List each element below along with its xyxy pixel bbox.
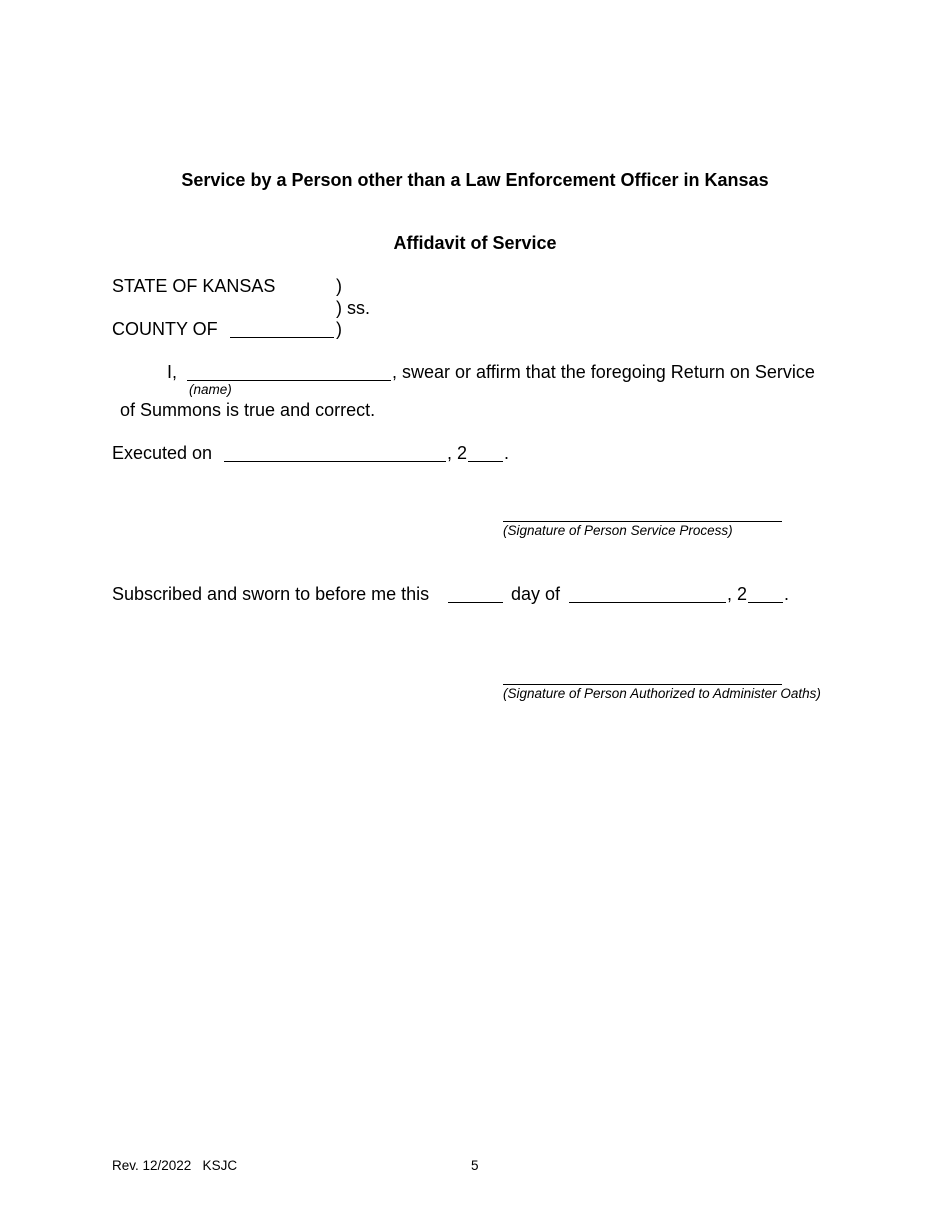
subscribed-year-blank[interactable]: [748, 602, 783, 603]
venue-paren: ): [336, 319, 342, 339]
page-subtitle: Affidavit of Service: [393, 233, 557, 253]
venue-ss-label: ) ss.: [336, 298, 370, 318]
day-blank[interactable]: [448, 602, 503, 603]
revision-note: Rev. 12/2022 KSJC: [112, 1158, 238, 1173]
executed-year-blank[interactable]: [468, 461, 503, 462]
executed-year-prefix: , 2: [447, 443, 468, 463]
county-label: COUNTY OF: [112, 319, 218, 339]
officer-signature-line[interactable]: [503, 684, 782, 685]
venue-paren: ): [336, 276, 342, 296]
oath-text: , swear or affirm that the foregoing Return on Service: [392, 362, 815, 382]
oath-prefix: I,: [167, 362, 178, 382]
county-blank[interactable]: [230, 337, 334, 338]
server-signature-caption: (Signature of Person Service Process): [503, 523, 733, 538]
page-number: 5: [471, 1158, 479, 1173]
day-of-label: day of: [511, 584, 561, 604]
oath-text-line2: of Summons is true and correct.: [120, 400, 376, 420]
name-caption: (name): [189, 382, 232, 397]
state-label: STATE OF KANSAS: [112, 276, 276, 296]
subscribed-label: Subscribed and sworn to before me this: [112, 584, 430, 604]
executed-label: Executed on: [112, 443, 213, 463]
officer-signature-caption: (Signature of Person Authorized to Administer Oaths): [503, 686, 821, 701]
name-blank[interactable]: [187, 380, 391, 381]
page-title: Service by a Person other than a Law Enforcement Officer in Kansas: [181, 170, 769, 190]
month-blank[interactable]: [569, 602, 726, 603]
subscribed-year-prefix: , 2: [727, 584, 748, 604]
executed-date-blank[interactable]: [224, 461, 446, 462]
executed-period: .: [504, 443, 510, 463]
server-signature-line[interactable]: [503, 521, 782, 522]
subscribed-period: .: [784, 584, 790, 604]
